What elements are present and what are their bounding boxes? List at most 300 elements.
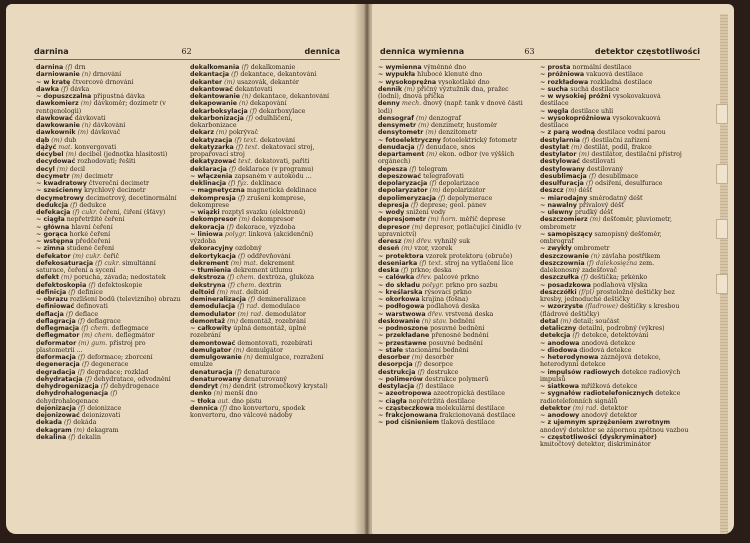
entry-translation: ozdobný <box>235 245 262 253</box>
entry-headword: ~ prosta <box>540 64 571 71</box>
entry-translation: deklarace (v programu) <box>238 165 314 173</box>
entry-headword: ~ okorkowa <box>378 296 420 303</box>
dictionary-entry <box>378 340 524 347</box>
entry-headword: deszczółki <box>540 288 577 296</box>
entry-translation: menší dno <box>224 390 258 398</box>
entry-headword: definicja <box>36 288 67 296</box>
entry-headword: densytometr <box>378 129 424 137</box>
entry-translation: usazovák, dekantér <box>237 78 299 86</box>
entry-translation: detekce, detektování <box>581 332 649 340</box>
dictionary-entry <box>190 260 336 267</box>
entry-grammar: (f) <box>249 107 258 115</box>
entry-translation: čeřič <box>103 252 120 260</box>
entry-grammar: (m) <box>73 426 85 434</box>
entry-translation: depolymerace <box>447 194 493 202</box>
entry-translation: anodový detektor <box>581 412 638 419</box>
entry-translation: úplná demontáž, úplné rozebrání <box>190 325 307 340</box>
entry-headword: defekt <box>36 274 59 282</box>
entry-headword: dedukcja <box>36 201 69 209</box>
entry-headword: deseniarka <box>378 259 418 267</box>
entry-grammar: (f) <box>588 172 597 180</box>
dictionary-entry <box>378 332 524 339</box>
entry-grammar: (m) <box>71 172 83 180</box>
dictionary-entry <box>378 303 524 310</box>
entry-headword: degeneracja <box>36 361 80 369</box>
entry-headword: ~ próżniowa <box>540 71 585 79</box>
entry-headword: ~ wysokoprężna <box>378 78 437 86</box>
entry-headword: deformator <box>36 339 77 347</box>
entry-grammar: (f) <box>585 180 594 187</box>
entry-translation: decimetr <box>84 172 114 180</box>
entry-headword: decyl <box>36 165 55 173</box>
entry-translation: molekulární destilace <box>435 404 505 412</box>
entry-translation: deionizace <box>87 404 122 412</box>
entry-translation: destilace <box>425 383 455 390</box>
entry-headword: degradacja <box>36 368 76 376</box>
dictionary-entry <box>36 151 182 158</box>
entry-translation: suchá destilace <box>570 85 620 93</box>
entry-translation: denzitometr <box>438 129 478 137</box>
thumb-index-tab[interactable] <box>716 104 728 124</box>
left-column-2 <box>190 64 336 520</box>
entry-headword: dekortykacja <box>190 252 236 260</box>
dictionary-entry <box>540 282 690 289</box>
entry-headword: decydować <box>36 158 76 166</box>
entry-headword: ~ impulsów radiowych <box>540 368 620 376</box>
entry-translation: krychlový decimetr <box>84 187 146 195</box>
entry-translation: deflace <box>75 310 99 318</box>
entry-grammar: (f) chem. <box>227 281 257 289</box>
entry-headword: ~ pod ciśnieniem <box>378 419 440 427</box>
dictionary-entry <box>36 86 182 93</box>
entry-headword: ~ ulewny <box>540 209 573 216</box>
entry-translation: depolarizátor <box>442 187 486 195</box>
dictionary-entry <box>540 180 690 187</box>
entry-headword: dendryt <box>190 383 218 390</box>
dictionary-entry <box>190 231 336 246</box>
entry-translation: normální destilace <box>572 64 632 71</box>
dictionary-entry <box>540 340 690 347</box>
entry-headword: dekompresor <box>190 216 237 224</box>
dictionary-entry <box>378 187 524 194</box>
dictionary-entry <box>36 173 182 180</box>
dictionary-entry <box>540 93 690 108</box>
dictionary-entry <box>378 195 524 202</box>
entry-translation: demontovati, rozebírati <box>237 339 313 347</box>
entry-headword: ~ wiązki <box>190 209 220 216</box>
entry-translation: stroj na vytlačení líce <box>444 259 514 267</box>
dictionary-entry <box>36 289 182 296</box>
entry-grammar: (f) rad. <box>237 303 260 311</box>
entry-headword: defekosaturacja <box>36 259 94 267</box>
entry-headword: ~ węgla <box>540 107 569 115</box>
entry-translation: dekatovati, pařiti <box>254 158 310 166</box>
entry-translation: čtvereční decimetr <box>88 180 150 187</box>
dictionary-entry <box>540 216 690 231</box>
dictionary-entry <box>540 115 690 130</box>
entry-translation: demontáž, rozebrání <box>240 317 306 325</box>
entry-grammar: (m) <box>401 245 413 253</box>
entry-headword: ~ główna <box>36 223 70 231</box>
entry-grammar: (f) <box>77 317 85 325</box>
entry-grammar: (f) <box>429 180 437 187</box>
entry-translation: ekon. odbor (ve výšších orgánech) <box>378 151 515 166</box>
dictionary-entry <box>378 260 524 267</box>
entry-translation: odulhličení, dekarbonizace <box>190 114 293 129</box>
entry-translation: destrukce <box>426 368 459 376</box>
entry-grammar: aut. <box>217 397 230 405</box>
entry-headword: dekantacja <box>190 71 230 79</box>
entry-translation: prkno pro sazbu <box>445 281 498 289</box>
entry-translation: detailní, podrobný (výkres) <box>578 325 665 332</box>
entry-grammar: (m) <box>220 383 231 390</box>
entry-headword: darnina <box>36 64 64 71</box>
entry-translation: desorbér <box>424 354 454 361</box>
entry-headword: deresz <box>378 238 402 245</box>
right-header-last-entry: detektor częstotliwości <box>594 46 700 56</box>
entry-grammar: (n) <box>213 390 223 398</box>
entry-grammar: (m) <box>418 122 429 129</box>
dictionary-entry <box>540 390 690 405</box>
entry-headword: denny <box>378 100 400 108</box>
entry-headword: dekarboksylacja <box>190 107 248 115</box>
entry-translation: vysokotlaké dno <box>438 78 490 86</box>
entry-translation: vysokovakuová destilace <box>540 114 661 129</box>
dictionary-entry <box>36 216 182 223</box>
entry-headword: defektoskopia <box>36 281 87 289</box>
entry-headword: deszczownia <box>540 259 585 267</box>
entry-headword: ~ rozkładowa <box>540 78 589 86</box>
entry-grammar: (m) rad. <box>237 310 264 318</box>
dictionary-entry <box>36 332 182 339</box>
entry-headword: deklaracja <box>190 165 227 173</box>
entry-headword: dejonizacja <box>36 404 76 412</box>
entry-headword: dehydrohalogenacja <box>36 390 109 398</box>
right-page-header <box>380 44 700 58</box>
entry-translation: frakcionovaná destilace <box>439 412 516 419</box>
entry-translation: dávkoměr; dozimetr (v rentgenologii) <box>36 100 166 115</box>
entry-translation: směrodatný déšť <box>589 194 643 202</box>
entry-grammar: (f) <box>219 404 228 412</box>
entry-headword: defekator <box>36 252 71 260</box>
entry-headword: decymetr <box>36 172 70 180</box>
dictionary-entry <box>36 427 182 434</box>
entry-translation: deflegmace <box>111 325 149 332</box>
entry-headword: ~ całkowity <box>190 325 232 332</box>
entry-translation: dno pístu <box>231 397 262 405</box>
dictionary-entry <box>190 282 336 289</box>
dictionary-entry <box>378 166 524 173</box>
entry-headword: ~ posadzkowa <box>540 281 591 289</box>
entry-translation: drnování <box>92 71 122 79</box>
left-header-rule <box>34 59 340 60</box>
entry-grammar: (n) <box>590 252 600 260</box>
entry-grammar: (f) <box>237 194 245 202</box>
entry-grammar: polygr. <box>224 230 247 238</box>
entry-translation: destilační zařízení <box>591 136 650 144</box>
dictionary-entry <box>36 282 182 289</box>
entry-headword: destylator <box>540 151 577 158</box>
entry-grammar: (m) <box>51 136 63 144</box>
thumb-index-tab[interactable] <box>716 274 728 294</box>
entry-translation: diodová detekce <box>579 346 632 354</box>
dictionary-entry <box>36 122 182 129</box>
entry-headword: depresjometr <box>378 216 426 224</box>
dictionary-entry <box>36 361 182 368</box>
entry-headword: ~ sygnałów radiotelefonicznych <box>540 390 654 398</box>
entry-translation: denaturace <box>243 368 280 376</box>
entry-translation: přičný výztužník dna, pražec (lodní), dnová příčka <box>378 85 509 100</box>
entry-translation: dekantace, dekantování <box>253 93 330 100</box>
dictionary-entry <box>378 71 524 78</box>
dictionary-entry <box>540 144 690 151</box>
entry-headword: ~ tłoka <box>190 397 216 405</box>
entry-translation: závlaha postřikem <box>601 252 661 260</box>
entry-grammar: (m) cukr. <box>72 252 102 260</box>
thumb-index-tab[interactable] <box>716 164 728 184</box>
entry-translation: vakuová destilace <box>586 71 643 79</box>
entry-grammar: (m) <box>238 216 250 224</box>
entry-translation: vyhnilý suk <box>434 238 470 245</box>
dictionary-entry <box>190 108 336 115</box>
entry-translation: destrukce polymerů <box>424 375 489 383</box>
entry-headword: deltoid <box>190 288 215 296</box>
entry-grammar: (f) <box>409 165 417 173</box>
right-column-1 <box>378 64 524 520</box>
dictionary-entry <box>36 195 182 202</box>
dictionary-entry <box>36 253 182 260</box>
entry-headword: ~ dopuszczalna <box>36 93 92 100</box>
thumb-index-tab[interactable] <box>716 219 728 239</box>
dictionary-entry <box>36 224 182 231</box>
entry-headword: demodulacja <box>190 303 236 311</box>
dictionary-entry <box>540 158 690 165</box>
entry-headword: ~ wody <box>378 209 405 216</box>
entry-translation: degenerace <box>91 361 129 369</box>
dictionary-entry <box>36 340 182 355</box>
entry-headword: ~ liniowa <box>190 230 223 238</box>
entry-headword: dekarz <box>190 129 214 137</box>
entry-headword: densymetr <box>378 122 417 129</box>
entry-headword: dekapowanie <box>190 100 238 108</box>
entry-grammar: (f) <box>68 433 76 441</box>
dictionary-entry <box>190 253 336 260</box>
entry-translation: anodová detekce <box>581 339 636 347</box>
entry-grammar: (f) <box>241 64 249 71</box>
dictionary-entry <box>190 129 336 136</box>
dictionary-entry <box>36 64 182 71</box>
entry-grammar: (m) rad. <box>572 404 599 412</box>
entry-grammar: (f) <box>100 383 109 390</box>
entry-headword: ~ wstępna <box>36 238 74 245</box>
dictionary-entry <box>378 369 524 376</box>
entry-headword: destylarnia <box>540 136 581 144</box>
entry-grammar: (f) <box>234 368 242 376</box>
entry-headword: dekstroza <box>190 274 226 282</box>
entry-translation: záznějová detekce, heterodynní detekce <box>540 354 661 369</box>
entry-grammar: (f) <box>245 114 254 122</box>
entry-headword: ~ tłumienia <box>190 267 232 274</box>
dictionary-entry <box>36 137 182 144</box>
entry-translation: pokrývač <box>228 129 258 137</box>
entry-headword: demontować <box>190 339 236 347</box>
entry-grammar: (m) <box>565 187 577 195</box>
dictionary-entry <box>36 202 182 209</box>
entry-headword: dawkowanie <box>36 122 80 129</box>
entry-headword: demineralizacja <box>190 296 246 303</box>
entry-headword: dekagram <box>36 426 72 434</box>
entry-headword: deszczowanie <box>540 252 589 260</box>
dictionary-entry <box>36 376 182 383</box>
entry-grammar: (f) <box>68 288 76 296</box>
entry-headword: dekatyzarka <box>190 143 234 151</box>
entry-grammar: (f/pl) <box>578 288 595 296</box>
entry-translation: palcové prkno <box>433 274 479 282</box>
entry-translation: snížení vody <box>406 209 446 216</box>
entry-translation: konvergovati <box>74 143 117 151</box>
entry-grammar: (f) <box>61 85 69 93</box>
entry-grammar: (f) <box>81 361 90 369</box>
entry-grammar: (f) text. <box>235 143 260 151</box>
entry-headword: depolimeryzacja <box>378 194 437 202</box>
dictionary-entry <box>540 173 690 180</box>
entry-headword: ~ ciągła <box>378 397 407 405</box>
dictionary-entry <box>540 318 690 325</box>
entry-headword: desorber <box>378 354 410 361</box>
entry-headword: dekatyzować <box>190 158 237 166</box>
dictionary-entry <box>190 405 336 420</box>
right-header-first-entry: dennica wymienna <box>380 46 465 56</box>
dictionary-entry <box>190 93 336 100</box>
entry-headword: depeszować <box>378 172 422 180</box>
entry-grammar: (m) mat. <box>216 288 245 296</box>
entry-headword: demontaż <box>190 317 226 325</box>
entry-translation: podlahová deska <box>426 303 480 311</box>
dictionary-entry <box>190 296 336 303</box>
entry-translation: čeření, čiření (šťávy) <box>99 209 166 216</box>
entry-translation: rozhodovati; řešiti <box>77 158 136 166</box>
entry-headword: depolaryzator <box>378 187 428 195</box>
left-page <box>6 4 362 534</box>
dictionary-entry <box>540 151 690 158</box>
entry-headword: ~ cząsteczkowa <box>378 404 434 412</box>
entry-translation: telegram <box>418 165 448 173</box>
entry-translation: desorpce <box>423 361 453 369</box>
dictionary-entry <box>378 325 524 332</box>
dictionary-entry <box>36 93 182 100</box>
entry-translation: destilace vodní parou <box>597 129 666 137</box>
entry-grammar: (f) <box>248 296 256 303</box>
dictionary-entry <box>190 64 336 71</box>
entry-headword: ~ kwadratowy <box>36 180 87 187</box>
right-header-rule <box>380 59 700 60</box>
entry-grammar: mat. <box>58 143 73 151</box>
entry-headword: dennica <box>190 404 218 412</box>
dictionary-entry <box>540 166 690 173</box>
entry-headword: ~ calówka <box>378 274 415 282</box>
page-edge <box>720 14 728 534</box>
entry-headword: dekantowanie <box>190 93 241 100</box>
entry-headword: depresja <box>378 201 409 209</box>
dictionary-entry <box>36 79 182 86</box>
dictionary-entry <box>190 383 336 390</box>
entry-translation: dekatování <box>260 136 296 144</box>
entry-headword: detektor <box>540 404 571 412</box>
dictionary-entry <box>540 187 690 194</box>
dictionary-entry <box>540 434 690 449</box>
entry-translation: denaturovaný <box>243 375 287 383</box>
entry-grammar: (f) <box>414 361 422 369</box>
dictionary-entry <box>378 398 524 405</box>
entry-translation: mřížková detekce <box>581 383 638 390</box>
entry-grammar: (m) <box>224 78 235 86</box>
entry-headword: darniowanie <box>36 71 80 79</box>
entry-headword: ~ przekładane <box>378 332 430 340</box>
entry-translation: ombrometr <box>573 245 610 253</box>
entry-grammar: (n) <box>81 71 91 79</box>
entry-headword: ~ wymienna <box>378 64 422 71</box>
entry-headword: decybel <box>36 151 64 158</box>
entry-translation: destilátor, destilační přístroj <box>591 151 682 158</box>
entry-translation: hlavní čeření <box>71 223 113 231</box>
dictionary-entry <box>378 122 524 129</box>
entry-grammar: (f) <box>438 194 446 202</box>
entry-translation: deflegmátor <box>115 332 155 340</box>
entry-headword: deskowanie <box>378 317 420 325</box>
dictionary-entry <box>540 64 690 71</box>
entry-translation: výměnné dno <box>423 64 467 71</box>
entry-headword: ~ nawalny <box>540 201 578 209</box>
entry-translation: destilovaný <box>586 165 624 173</box>
entry-grammar: (f) <box>226 223 234 231</box>
entry-headword: denaturowany <box>190 375 242 383</box>
entry-headword: definiować <box>36 303 75 311</box>
dictionary-entry <box>378 274 524 281</box>
entry-translation: detekce radiových impulsů <box>540 368 681 383</box>
entry-headword: ~ zwykły <box>540 245 572 253</box>
entry-translation: decibel (jednotka hlasitosti) <box>78 151 168 158</box>
entry-grammar: (m) <box>227 317 238 325</box>
entry-grammar: (m) chem. <box>81 332 114 340</box>
entry-translation: telegrafovati <box>423 172 464 180</box>
entry-headword: ~ wypukła <box>378 71 416 79</box>
dictionary-entry <box>36 274 182 281</box>
entry-translation: dextróza, glukóza <box>257 274 315 282</box>
dictionary-entry <box>378 311 524 318</box>
entry-grammar: (f) dalekosiężna <box>586 259 638 267</box>
entry-grammar: (f) text. <box>234 136 258 144</box>
dictionary-entry <box>190 274 336 281</box>
entry-translation: vzorek protektoru (obruče) <box>425 252 513 260</box>
entry-grammar: (m) <box>426 151 438 158</box>
dictionary-entry <box>378 202 524 209</box>
entry-headword: dawka <box>36 85 60 93</box>
entry-headword: depolaryzacja <box>378 180 428 187</box>
entry-translation: dnový (např. tank v dnové části lodi) <box>378 100 523 115</box>
entry-grammar: (m) <box>560 317 572 325</box>
entry-headword: demulgator <box>190 346 232 354</box>
entry-translation: destilace uhlí <box>570 107 614 115</box>
dictionary-entry <box>378 289 524 296</box>
dictionary-entry <box>190 369 336 376</box>
entry-translation: prudký déšť <box>574 209 613 216</box>
entry-translation: zem. dalekonosný zadešťovač <box>540 259 655 274</box>
entry-translation: azeotropická destilace <box>433 390 505 398</box>
dictionary-entry <box>540 303 690 318</box>
entry-translation: dedukce <box>79 201 107 209</box>
entry-headword: ~ z ujemnym sprzężeniem zwrotnym <box>540 419 671 427</box>
entry-translation: detektor <box>600 404 628 412</box>
